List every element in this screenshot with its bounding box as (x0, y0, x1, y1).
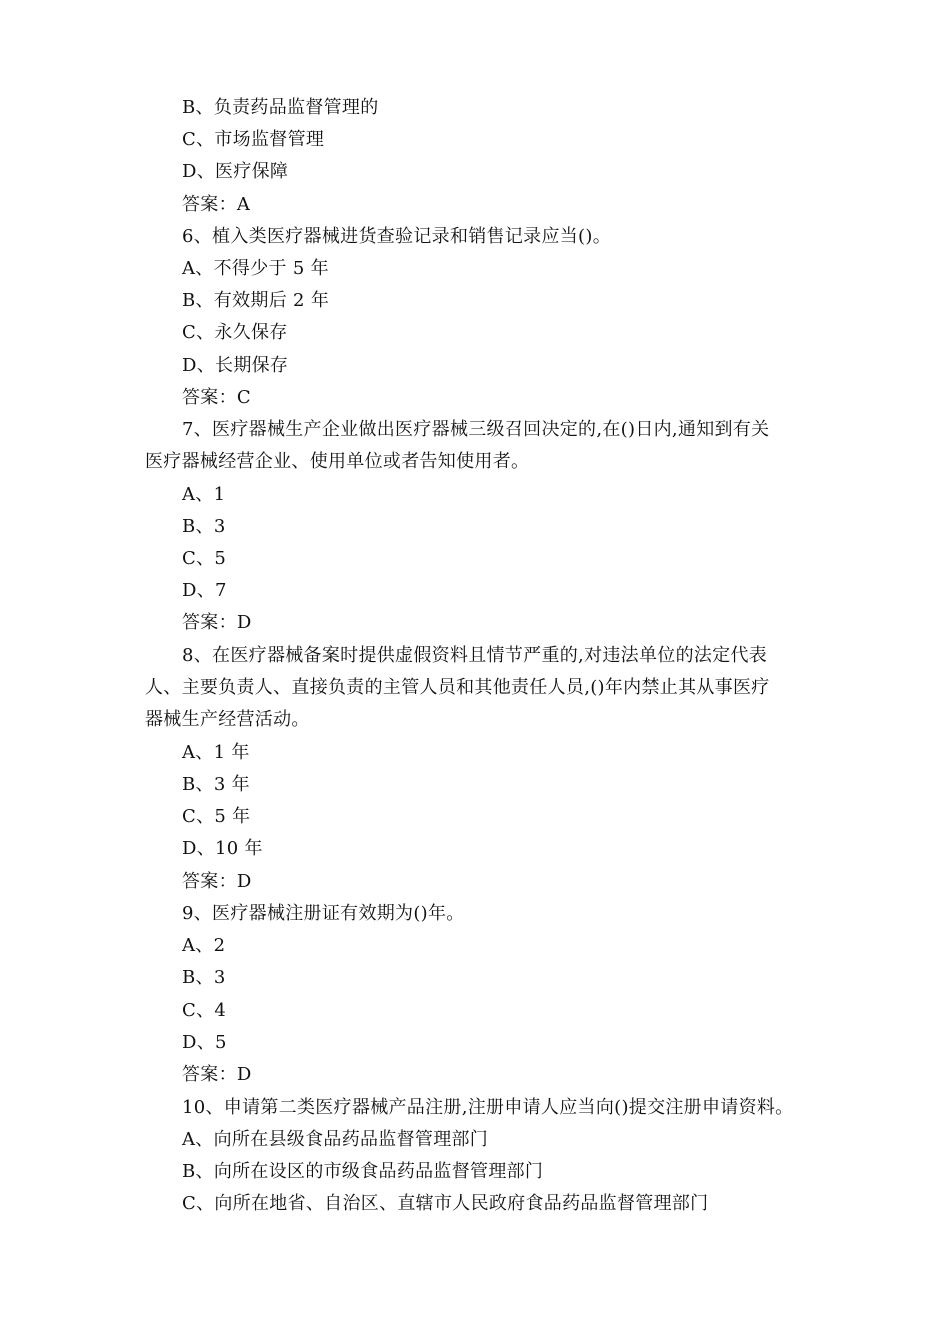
question-8-line-3: 器械生产经营活动。 (145, 709, 310, 730)
option-a-q7: A、1 (182, 484, 226, 505)
option-a-q6: A、不得少于 5 年 (182, 258, 329, 279)
question-10: 10、申请第二类医疗器械产品注册,注册申请人应当向()提交注册申请资料。 (182, 1097, 794, 1118)
answer-q9: 答案：D (182, 1064, 252, 1085)
option-c-q8: C、5 年 (182, 806, 251, 827)
option-b-q6: B、有效期后 2 年 (182, 290, 330, 311)
option-a-q8: A、1 年 (182, 742, 250, 763)
answer-q7: 答案：D (182, 612, 252, 633)
option-d-q6: D、长期保存 (182, 355, 289, 376)
option-d-q9: D、5 (182, 1032, 227, 1053)
option-b-q8: B、3 年 (182, 774, 250, 795)
question-7-line-2: 医疗器械经营企业、使用单位或者告知使用者。 (145, 451, 530, 472)
option-a-q10: A、向所在县级食品药品监督管理部门 (182, 1129, 489, 1150)
option-c-q10: C、向所在地省、自治区、直辖市人民政府食品药品监督管理部门 (182, 1193, 709, 1214)
answer-q5: 答案：A (182, 194, 251, 215)
option-d-q8: D、10 年 (182, 838, 263, 859)
option-c-q6: C、永久保存 (182, 322, 288, 343)
option-b-q5: B、负责药品监督管理的 (182, 97, 379, 118)
question-7-line-1: 7、医疗器械生产企业做出医疗器械三级召回决定的,在()日内,通知到有关 (182, 419, 770, 440)
answer-q8: 答案：D (182, 871, 252, 892)
option-a-q9: A、2 (182, 935, 226, 956)
question-8-line-2: 人、主要负责人、直接负责的主管人员和其他责任人员,()年内禁止其从事医疗 (145, 677, 770, 698)
option-b-q10: B、向所在设区的市级食品药品监督管理部门 (182, 1161, 544, 1182)
question-8-line-1: 8、在医疗器械备案时提供虚假资料且情节严重的,对违法单位的法定代表 (182, 645, 768, 666)
option-c-q7: C、5 (182, 548, 227, 569)
option-c-q9: C、4 (182, 1000, 227, 1021)
question-6: 6、植入类医疗器械进货查验记录和销售记录应当()。 (182, 226, 611, 247)
option-d-q7: D、7 (182, 580, 227, 601)
answer-q6: 答案：C (182, 387, 251, 408)
option-c-q5: C、市场监督管理 (182, 129, 325, 150)
option-b-q9: B、3 (182, 967, 226, 988)
option-b-q7: B、3 (182, 516, 226, 537)
question-9: 9、医疗器械注册证有效期为()年。 (182, 903, 465, 924)
option-d-q5: D、医疗保障 (182, 161, 289, 182)
